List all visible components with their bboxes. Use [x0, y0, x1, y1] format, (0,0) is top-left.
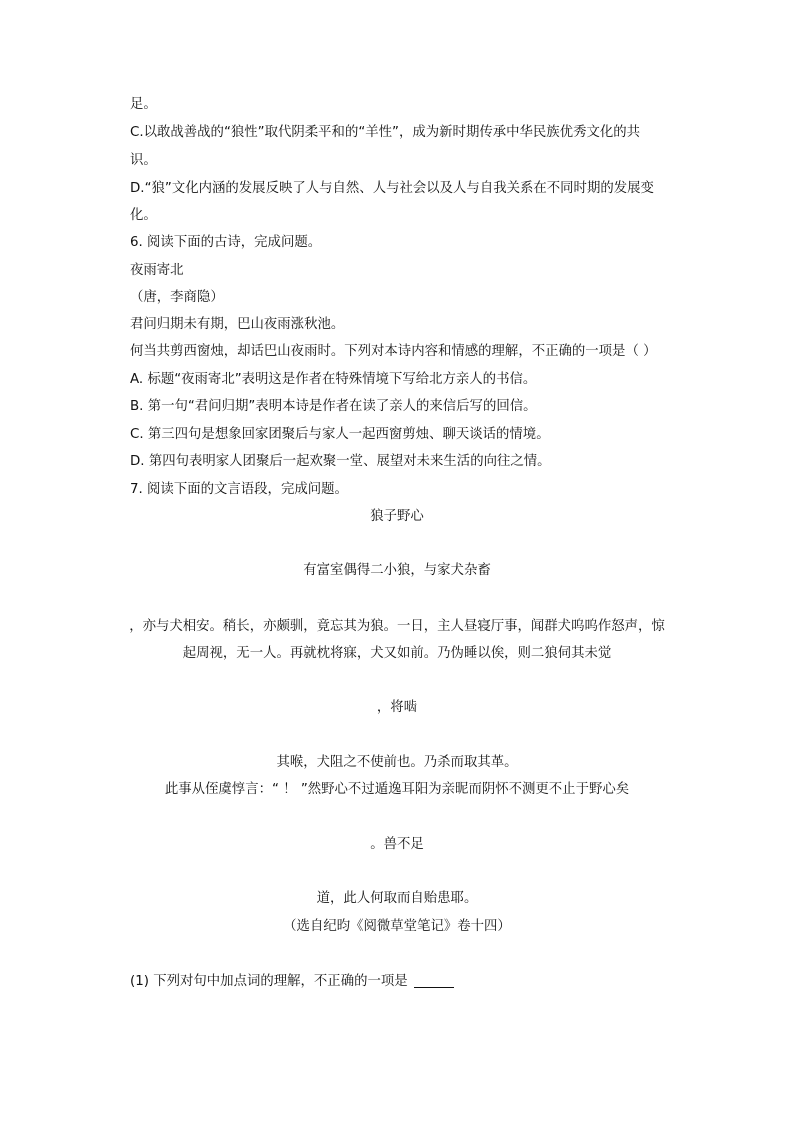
- passage-title: 狼子野心: [370, 509, 424, 524]
- passage-line-3: 起周视，无一人。再就枕将寐，犬又如前。乃伪睡以俟，则二狼伺其未觉: [182, 646, 612, 661]
- passage-line-2: ，亦与犬相安。稍长，亦颇驯，竟忘其为狼。一日，主人昼寝厅事，闻群犬呜呜作怒声，惊: [129, 619, 665, 634]
- option-b-tail: 足。: [130, 97, 157, 112]
- option-d-line1: D.“狼”文化内涵的发展反映了人与自然、人与社会以及人与自我关系在不同时期的发展变: [130, 181, 654, 196]
- q6-option-d: D. 第四句表明家人团聚后一起欢聚一堂、展望对未来生活的向往之情。: [130, 454, 551, 469]
- q6-option-c: C. 第三四句是想象回家团聚后与家人一起西窗剪烛、聊天谈话的情境。: [130, 427, 550, 442]
- subquestion-1: [130, 973, 454, 991]
- poem-line-1: 君问归期未有期，巴山夜雨涨秋池。: [130, 317, 345, 332]
- question-7-stem: 7. 阅读下面的文言语段，完成问题。: [130, 482, 348, 497]
- passage-source: （选自纪昀《阅微草堂笔记》卷十四）: [283, 919, 511, 934]
- question-6-stem: 6. 阅读下面的古诗，完成问题。: [130, 235, 322, 250]
- passage-line-7: 。兽不足: [370, 837, 424, 852]
- poem-line-2-question: 何当共剪西窗烛，却话巴山夜雨时。下列对本诗内容和情感的理解，不正确的一项是（ ）: [130, 344, 657, 359]
- option-d-line2: 化。: [130, 208, 157, 223]
- subquestion-1-text: (1) 下列对句中加点词的理解，不正确的一项是: [130, 974, 408, 989]
- option-c-line1: C.以敢战善战的“狼性”取代阴柔平和的“羊性”，成为新时期传承中华民族优秀文化的共: [130, 125, 641, 140]
- q6-option-a: A. 标题“夜雨寄北”表明这是作者在特殊情境下写给北方亲人的书信。: [130, 372, 537, 387]
- q6-option-b: B. 第一句“君问归期”表明本诗是作者在读了亲人的来信后写的回信。: [130, 399, 537, 414]
- passage-line-1: 有富室偶得二小狼，与家犬杂畜: [303, 563, 491, 578]
- passage-line-4: ，将啮: [376, 700, 418, 715]
- answer-blank[interactable]: [414, 973, 454, 988]
- poem-author: （唐，李商隐）: [130, 290, 224, 305]
- passage-line-8: 道，此人何取而自贻患耶。: [316, 891, 478, 906]
- passage-line-6: 此事从侄虞惇言：“ ！ ”然野心不过遁逸耳阳为亲昵而阴怀不测更不止于野心矣: [164, 782, 630, 797]
- poem-title: 夜雨寄北: [130, 263, 184, 278]
- passage-line-5: 其喉，犬阻之不使前也。乃杀而取其革。: [276, 755, 518, 770]
- option-c-line2: 识。: [130, 153, 157, 168]
